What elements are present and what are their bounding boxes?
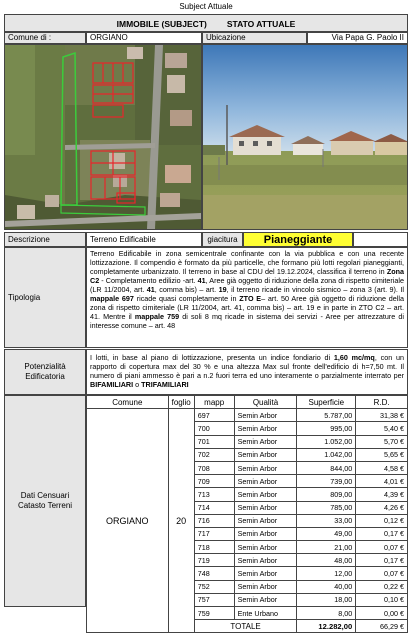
cell-superficie: 21,00	[297, 541, 356, 554]
cell-superficie: 995,00	[297, 422, 356, 435]
cell-mapp: 697	[194, 409, 234, 422]
cell-superficie: 12,00	[297, 567, 356, 580]
cell-mapp: 719	[194, 554, 234, 567]
cell-qualita: Semin Arbor	[234, 448, 297, 461]
cell-superficie: 809,00	[297, 488, 356, 501]
cell-mapp: 757	[194, 593, 234, 606]
cell-qualita: Semin Arbor	[234, 461, 297, 474]
header-title-left: IMMOBILE (SUBJECT)	[116, 19, 207, 29]
cell-qualita: Semin Arbor	[234, 501, 297, 514]
cell-mapp: 714	[194, 501, 234, 514]
cell-rd: 0,17 €	[356, 527, 408, 540]
cell-rd: 4,39 €	[356, 488, 408, 501]
catasto-table	[86, 395, 408, 633]
cell-rd: 0,17 €	[356, 554, 408, 567]
cell-qualita: Semin Arbor	[234, 488, 297, 501]
giacitura-value: Pianeggiante	[243, 232, 353, 247]
table-row	[87, 409, 408, 422]
total-rd: 66,29 €	[356, 620, 408, 633]
cell-superficie: 40,00	[297, 580, 356, 593]
cell-superficie: 49,00	[297, 527, 356, 540]
total-label: TOTALE	[194, 620, 297, 633]
col-header-comune: Comune	[87, 396, 169, 409]
cell-superficie: 844,00	[297, 461, 356, 474]
ubicazione-value: Via Papa G. Paolo II	[307, 32, 408, 44]
cell-rd: 4,58 €	[356, 461, 408, 474]
cell-qualita: Semin Arbor	[234, 435, 297, 448]
cell-mapp: 701	[194, 435, 234, 448]
tipologia-label: Tipologia	[4, 247, 86, 348]
cell-superficie: 1.052,00	[297, 435, 356, 448]
cell-comune: ORGIANO	[87, 409, 169, 633]
cell-superficie: 739,00	[297, 475, 356, 488]
empty-cell	[353, 232, 408, 247]
cell-mapp: 718	[194, 541, 234, 554]
col-header-rd: R.D.	[356, 396, 408, 409]
tipologia-text: Terreno Edificabile in zona semicentrale confinante con la via pubblica e con una recente lottizzazione. Il compendio è formato da più particelle, che formano più lotti regolari pianeggianti, completamente urbanizzato. Il terreno in base al CDU del 19.12.2024, classifica il terreno in Zona C2 - Completamento edilizio -art. 41, Aree già oggetto di riduzione della zona di rispetto cimiteriale (LR 11/2004, art. 41, comma bis) – art. 19, il terreno ricade in vincolo sismico – zona 3 (art. 9). Il mappale 697 ricade quasi completamente in ZTO E– art. 50 Aree già oggetto di riduzione della zona di rispetto cimiteriale (LR 11/2004, art. 41, comma bis) – art. 19 e in parte in ZTO C2 – art. 41. Mentre il mappale 759 di soli 8 mq ricade in sistema dei servizi - Aree per attrezzature di interesse comune – art. 48	[86, 247, 408, 348]
cell-mapp: 702	[194, 448, 234, 461]
descrizione-label: Descrizione	[4, 232, 86, 247]
cell-rd: 4,26 €	[356, 501, 408, 514]
table-header-row	[87, 396, 408, 409]
cell-qualita: Semin Arbor	[234, 541, 297, 554]
cell-rd: 0,22 €	[356, 580, 408, 593]
cell-mapp: 713	[194, 488, 234, 501]
cell-rd: 0,07 €	[356, 567, 408, 580]
cell-qualita: Semin Arbor	[234, 475, 297, 488]
cell-mapp: 759	[194, 607, 234, 620]
catasto-label: Dati Censuari Catasto Terreni	[4, 395, 86, 607]
cell-superficie: 1.042,00	[297, 448, 356, 461]
ubicazione-label: Ubicazione	[202, 32, 307, 44]
aerial-map-image	[4, 44, 202, 230]
descrizione-value: Terreno Edificabile	[86, 232, 202, 247]
cell-mapp: 716	[194, 514, 234, 527]
cell-rd: 5,70 €	[356, 435, 408, 448]
page-caption: Subject Attuale	[179, 2, 233, 11]
cell-mapp: 709	[194, 475, 234, 488]
potenzialita-label: Potenzialità Edificatoria	[4, 349, 86, 395]
cell-qualita: Semin Arbor	[234, 527, 297, 540]
catasto-table-wrapper	[86, 395, 408, 633]
col-header-superficie: Superficie	[297, 396, 356, 409]
cell-qualita: Semin Arbor	[234, 554, 297, 567]
cell-qualita: Ente Urbano	[234, 607, 297, 620]
cell-rd: 0,00 €	[356, 607, 408, 620]
cell-rd: 0,12 €	[356, 514, 408, 527]
cell-rd: 0,10 €	[356, 593, 408, 606]
col-header-qualita: Qualità	[234, 396, 297, 409]
cell-superficie: 33,00	[297, 514, 356, 527]
header-title-right: STATO ATTUALE	[226, 19, 296, 29]
cell-rd: 5,65 €	[356, 448, 408, 461]
comune-value: ORGIANO	[86, 32, 202, 44]
street-photo-image	[202, 44, 408, 230]
cell-qualita: Semin Arbor	[234, 514, 297, 527]
cell-qualita: Semin Arbor	[234, 422, 297, 435]
cell-mapp: 708	[194, 461, 234, 474]
cell-superficie: 48,00	[297, 554, 356, 567]
cell-mapp: 752	[194, 580, 234, 593]
comune-label: Comune di :	[4, 32, 86, 44]
cell-mapp: 700	[194, 422, 234, 435]
cell-superficie: 18,00	[297, 593, 356, 606]
giacitura-label: giacitura	[202, 232, 243, 247]
street-photo-svg	[203, 45, 407, 229]
total-superficie: 12.282,00	[297, 620, 356, 633]
col-header-mapp: mapp	[194, 396, 234, 409]
cell-rd: 31,38 €	[356, 409, 408, 422]
cell-mapp: 717	[194, 527, 234, 540]
cell-qualita: Semin Arbor	[234, 580, 297, 593]
potenzialita-text: I lotti, in base al piano di lottizzazione, presenta un indice fondiario di 1,60 mc/mq, con un rapporto di copertura max del 30 % e una altezza Max sul fronte dell'edificio di h=7,50 mt. Il numero di piani ammesso è pari a n.2 fuori terra ed uno interamente o parzialmente interrato per BIFAMILIARI o TRIFAMILIARI	[86, 349, 408, 395]
cell-superficie: 8,00	[297, 607, 356, 620]
cell-rd: 0,07 €	[356, 541, 408, 554]
section-header	[4, 14, 408, 32]
cell-superficie: 785,00	[297, 501, 356, 514]
cell-qualita: Semin Arbor	[234, 409, 297, 422]
cell-rd: 4,01 €	[356, 475, 408, 488]
cell-mapp: 748	[194, 567, 234, 580]
cell-superficie: 5.787,00	[297, 409, 356, 422]
cell-foglio: 20	[168, 409, 194, 633]
cell-rd: 5,40 €	[356, 422, 408, 435]
cell-qualita: Semin Arbor	[234, 567, 297, 580]
cell-qualita: Semin Arbor	[234, 593, 297, 606]
col-header-foglio: foglio	[168, 396, 194, 409]
aerial-map-svg	[5, 45, 201, 229]
